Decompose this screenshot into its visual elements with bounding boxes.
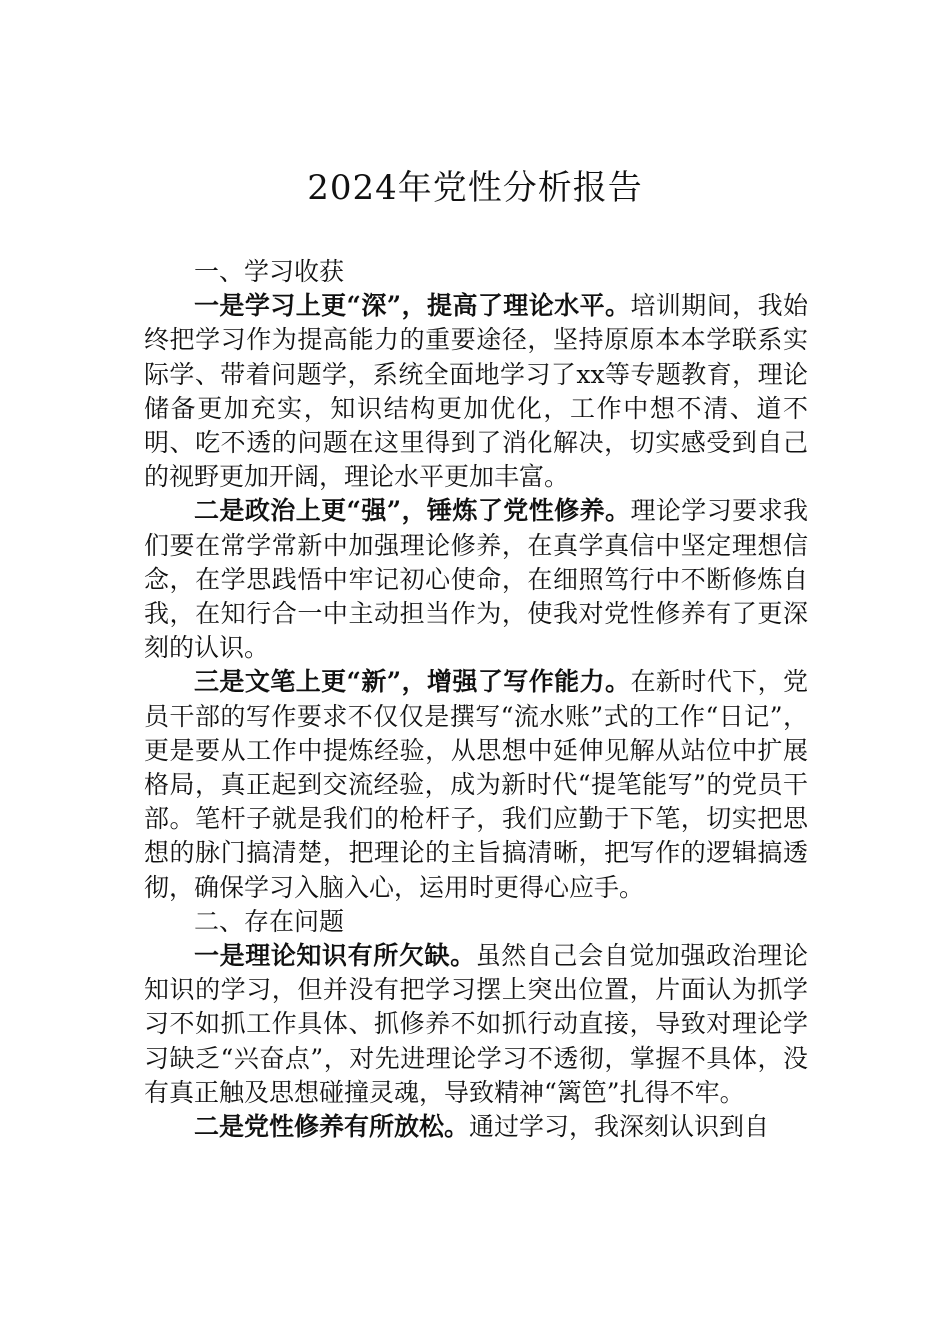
section-heading: 一、学习收获 xyxy=(194,257,345,286)
paragraph xyxy=(144,494,808,665)
section-heading: 二、存在问题 xyxy=(194,906,345,936)
document-body xyxy=(144,255,808,1144)
paragraph-text: 虽然自己会自觉加强政治理论知识的学习，但并没有把学习摆上突出位置，片面认为抓学习不如抓工作具体、抓修养不如抓行动直接，导致对理论学习缺乏“兴奋点”，对先进理论学习不透彻，掌握不具体，没有真正触及思想碰撞灵魂，导致精神“篱笆”扎得不牢。 xyxy=(144,941,808,1107)
paragraph xyxy=(144,1110,808,1144)
document-title: 2024年党性分析报告 xyxy=(307,168,643,208)
paragraph-text: 理论学习要求我们要在常学常新中加强理论修养，在真学真信中坚定理想信念，在学思践悟中牢记初心使命，在细照笃行中不断修炼自我，在知行合一中主动担当作为，使我对党性修养有了更深刻的认识。 xyxy=(144,496,808,663)
paragraph-lead: 一是理论知识有所欠缺。 xyxy=(194,941,476,971)
paragraph-lead: 二是党性修养有所放松。 xyxy=(194,1112,470,1142)
paragraph-text: 通过学习，我深刻认识到自 xyxy=(469,1112,770,1142)
paragraph-lead: 三是文笔上更“新”，增强了写作能力。 xyxy=(194,667,631,697)
paragraph-lead: 一是学习上更“深”，提高了理论水平。 xyxy=(194,291,631,321)
paragraph-text: 在新时代下，党员干部的写作要求不仅仅是撰写“流水账”式的工作“日记”，更是要从工作中提炼经验，从思想中延伸见解从站位中扩展格局，真正起到交流经验，成为新时代“提笔能写”的党员干部。笔杆子就是我们的枪杆子，我们应勤于下笔，切实把思想的脉门搞清楚，把理论的主旨搞清晰，把写作的逻辑搞透彻，确保学习入脑入心，运用时更得心应手。 xyxy=(144,667,808,902)
paragraph-lead: 二是政治上更“强”，锤炼了党性修养。 xyxy=(194,496,631,526)
paragraph xyxy=(144,939,808,1110)
paragraph-text: 培训期间，我始终把学习作为提高能力的重要途径，坚持原原本本学联系实际学、带着问题学，系统全面地学习了xx等专题教育，理论储备更加充实，知识结构更加优化，工作中想不清、道不明、吃不透的问题在这里得到了消化解决，切实感受到自己的视野更加开阔，理论水平更加丰富。 xyxy=(144,291,808,492)
paragraph xyxy=(144,665,808,904)
paragraph xyxy=(144,289,808,494)
